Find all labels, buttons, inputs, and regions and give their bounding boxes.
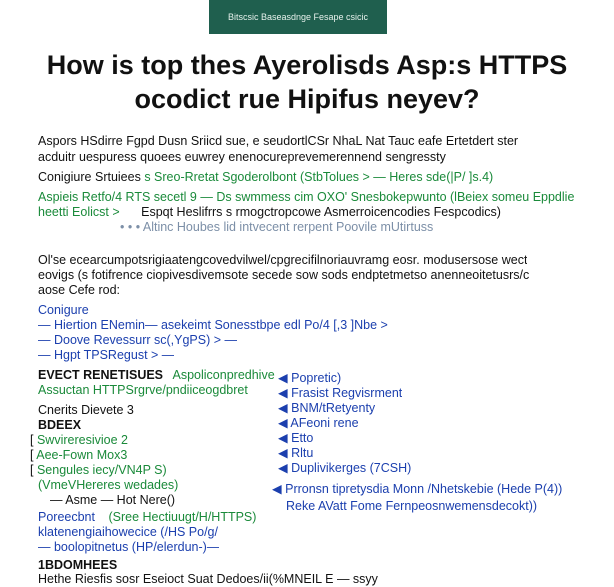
para-line-3: aose Cefe rod:	[38, 283, 120, 297]
arrow-left-icon: ◀	[278, 401, 288, 415]
right-item-4[interactable]	[278, 416, 359, 431]
right-item-1-text: Popretic)	[291, 371, 342, 385]
arrow-left-icon: ◀	[278, 371, 288, 385]
klat-line[interactable]: klatenengiaihowecice (/HS Po/g/	[38, 525, 218, 539]
top-banner: Bitscsic Baseasdnge Fesape csicic	[209, 0, 387, 34]
right-item-5-text: Etto	[291, 431, 314, 445]
right-item-9[interactable]: Reke AVatt Fome Fernpeosnwemensdecokt))	[286, 499, 538, 513]
right-item-7-text: Duplivikerges (7CSH)	[291, 461, 412, 475]
bracket-item-3-text[interactable]: Sengules iecy/VN4P S)	[36, 463, 167, 477]
right-item-1[interactable]	[278, 371, 341, 386]
green-block-line-1[interactable]: Aspieis Retfo/4 RTS secetl 9 — Ds swmmess cim OXO' Snesbokepwunto (lBeiex someu Eppdlie	[38, 190, 575, 204]
arrow-left-icon: ◀	[278, 431, 288, 445]
page-title: How is top thes Ayerolisds Asp:s HTTPS	[46, 50, 568, 80]
bdeex-label: BDEEX	[38, 418, 82, 432]
green-block-line-2-row	[38, 205, 501, 220]
right-item-7[interactable]	[278, 461, 411, 476]
right-item-6-text: Rltu	[291, 446, 314, 460]
right-item-4-text: AFeoni rene	[290, 416, 359, 430]
bool-line[interactable]: — boolopitnetus (HP/elerdun-)—	[38, 540, 220, 554]
bracket-item-2-text[interactable]: Aee-Fown Mox3	[36, 448, 128, 462]
arrow-left-icon: ◀	[278, 461, 288, 475]
configure-list-label: Conigure	[38, 303, 89, 317]
poreecnt-row	[38, 510, 256, 525]
configure-list-item-2[interactable]: — Doove Revessurr sc(,YgPS) > —	[38, 333, 238, 347]
arrow-left-icon: ◀	[272, 482, 282, 496]
asme-line: — Asme — Hot Nere()	[50, 493, 176, 507]
green-block-line-3: • • • Altinc Houbes lid intvecent rerpent Poovile mUtirtuss	[120, 220, 434, 234]
arrow-left-icon: ◀	[278, 416, 288, 430]
right-item-3-text: BNM/tRetyenty	[291, 401, 376, 415]
assuc-line[interactable]: Assuctan HTTPSrgrve/pndiiceogdbret	[38, 383, 248, 397]
events-heading-row	[38, 368, 275, 383]
green-block-line-2[interactable]: heetti Eolicst >	[38, 205, 120, 219]
bracket-item-3: [ Sengules iecy/VN4P S)	[30, 463, 167, 477]
right-item-8-text: Prronsn tipretysdia Monn /Nhetskebie (Hede P(4))	[285, 482, 563, 496]
page-subtitle: ocodict rue Hipifus neyev?	[134, 84, 480, 114]
green-block-line-3-text: Altinc Houbes lid intvecent rerpent Poovile mUtirtuss	[142, 220, 434, 234]
paren-item[interactable]: (VmeVHereres wedades)	[38, 478, 179, 492]
poreecnt-label[interactable]: Poreecbnt	[38, 510, 95, 524]
arrow-left-icon: ◀	[278, 386, 288, 400]
right-item-2-text: Frasist Regvisrment	[291, 386, 403, 400]
para-line-2: eovigs (s fotifrence ciopivesdivemsote secede sow sods endptetmetso anenneoitetusrs/c	[38, 268, 530, 282]
bracket-item-1-text[interactable]: Swvireresivioe 2	[36, 433, 128, 447]
footer-line: Hethe Riesfis sosr Eseioct Suat Dedoes/ii(%MNEIL E — ssyy	[38, 572, 378, 586]
right-item-2[interactable]	[278, 386, 402, 401]
configure-list-item-3[interactable]: — Hgpt TPSRegust > —	[38, 348, 175, 362]
right-item-8[interactable]	[272, 482, 562, 497]
arrow-left-icon: ◀	[278, 446, 288, 460]
clients-line: Cnerits Dievete 3	[38, 403, 134, 417]
configure-list-item-1[interactable]: — Hiertion ENemin— asekeimt Sonesstbpe edl Po/4 [,3 ]Nbe >	[38, 318, 388, 332]
right-item-6[interactable]	[278, 446, 313, 461]
configure-services-link[interactable]: s Sreo-Rretat Sgoderolbont (StbTolues > — Heres sde(|P/ ]s.4)	[144, 170, 494, 184]
configure-services-label: Conigiure Srtuiees	[38, 170, 141, 184]
intro-line-1: Aspors HSdirre Fgpd Dusn Sriicd sue, e seudortlCSr NhaL Nat Tauc eafe Ertetdert ster	[38, 134, 519, 148]
poreecnt-rest[interactable]: (Sree Hectiuugt/H/HTTPS)	[108, 510, 257, 524]
events-heading: EVECT RENETISUES	[38, 368, 164, 382]
para-line-1: Ol'se ecearcumpotsrigiaatengcovedvilwel/cpgrecifilnoriauvramg eosr. modusersose wect	[38, 253, 528, 267]
right-item-3[interactable]	[278, 401, 375, 416]
events-heading-link[interactable]: Aspoliconpredhive	[172, 368, 275, 382]
right-item-5[interactable]	[278, 431, 313, 446]
footer-heading: 1BDOMHEES	[38, 558, 118, 572]
bracket-item-1: [ Swvireresivioe 2	[30, 433, 128, 447]
green-block-line-2-rest: Espqt Heslifrrs s rmogctropcowe Asmerroicencodies Fespcodics)	[141, 205, 501, 219]
bracket-item-2: [ Aee-Fown Mox3	[30, 448, 128, 462]
intro-line-2: acduitr uespuress quoees euwrey enenocureprevemerennend sengressty	[38, 150, 446, 164]
configure-services-row	[38, 170, 493, 185]
